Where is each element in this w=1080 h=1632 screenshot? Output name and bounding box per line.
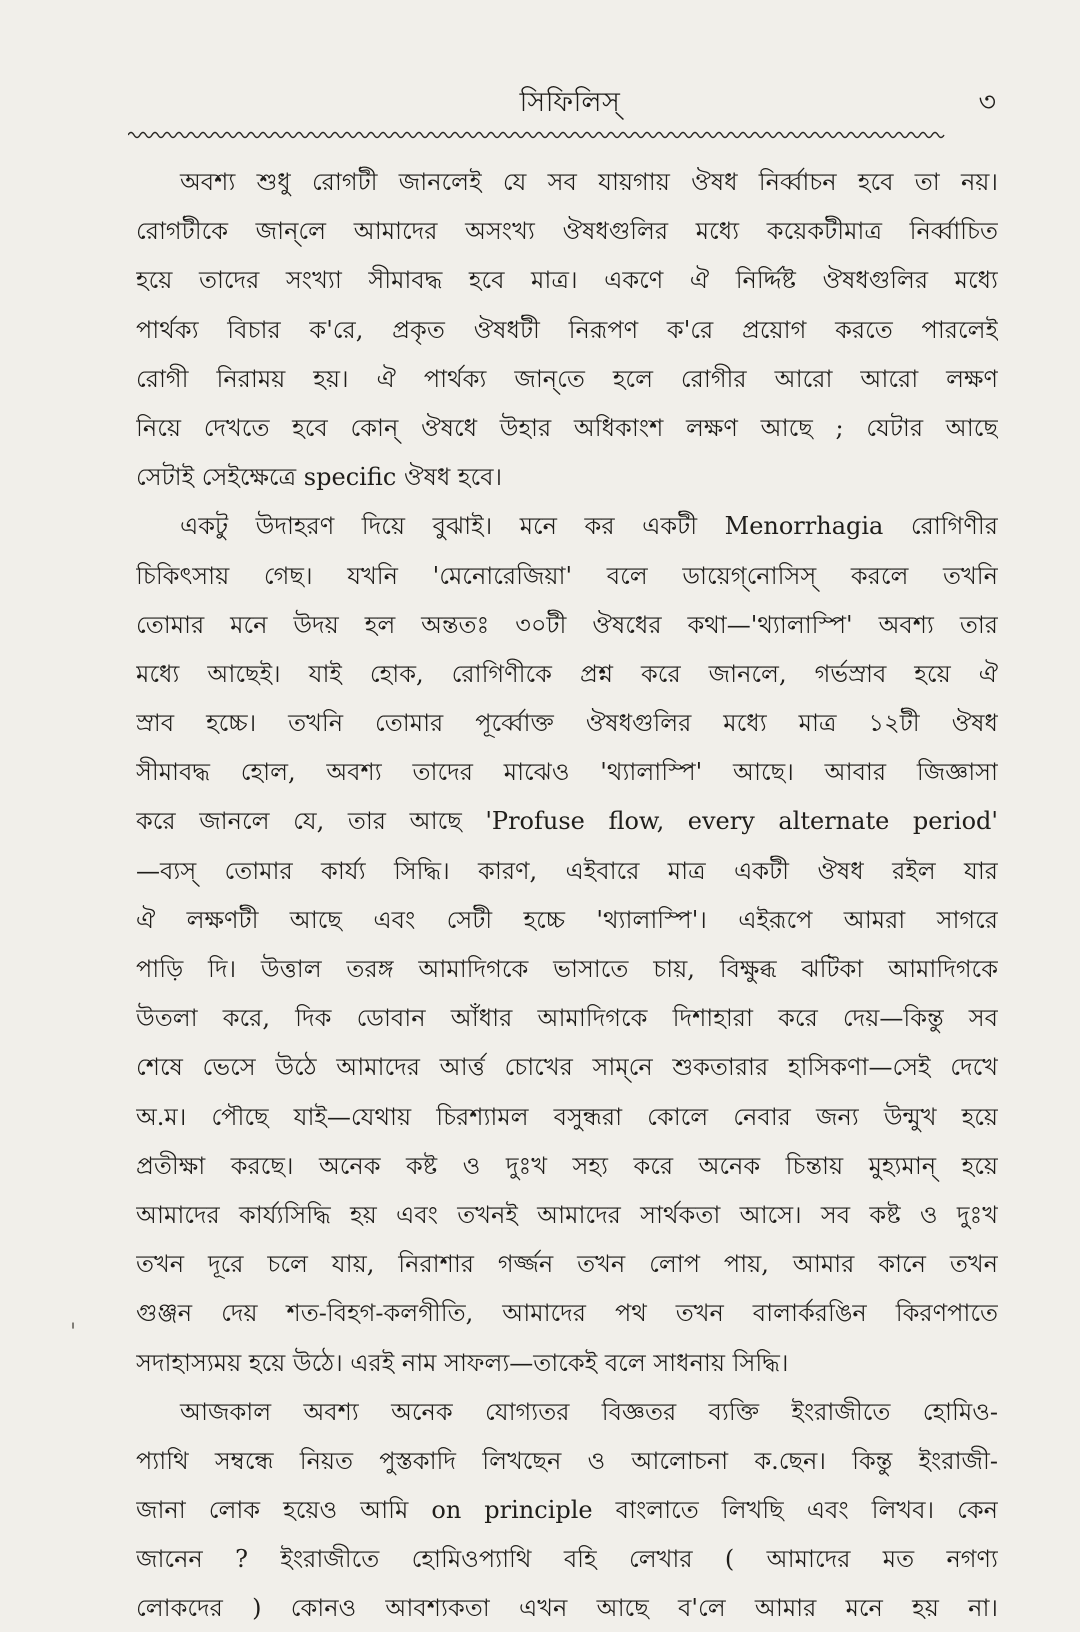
text-line: একটু উদাহরণ দিয়ে বুঝাই। মনে কর একটী Menorrhagia রোগিণীর (180, 512, 998, 541)
text-line: চিকিৎসায় গেছ। যখনি 'মেনোরেজিয়া' বলে ডায়েগ্‌নোসিস্ করলে তখনি (136, 561, 998, 590)
text-line: আমাদের কার্য্যসিদ্ধি হয় এবং তখনই আমাদের সার্থকতা আসে। সব কষ্ট ও দুঃখ (136, 1200, 998, 1229)
text-line: রোগী নিরাময় হয়। ঐ পার্থক্য জান্‌তে হলে রোগীর আরো আরো লক্ষণ (136, 364, 998, 393)
text-line: আজকাল অবশ্য অনেক যোগ্যতর বিজ্ঞতর ব্যক্তি ইংরাজীতে হোমিও- (180, 1397, 998, 1426)
text-line: অ.ম। পৌছে যাই—যেথায় চিরশ্যামল বসুন্ধরা কোলে নেবার জন্য উন্মুখ হয়ে (136, 1102, 998, 1131)
text-line: পাড়ি দি। উত্তাল তরঙ্গ আমাদিগকে ভাসাতে চায়, বিক্ষুব্ধ ঝটিকা আমাদিগকে (136, 955, 998, 983)
text-line: নিয়ে দেখতে হবে কোন্ ঔষধে উহার অধিকাংশ লক্ষণ আছে ; যেটার আছে (136, 413, 998, 442)
text-line: স্রাব হচ্চে। তখনি তোমার পূর্ব্বোক্ত ঔষধগুলির মধ্যে মাত্র ১২টী ঔষধ (136, 709, 998, 738)
text-line: জানা লোক হয়েও আমি on principle বাংলাতে লিখছি এবং লিখব। কেন (136, 1496, 998, 1525)
text-line: তখন দূরে চলে যায়, নিরাশার গর্জ্জন তখন লোপ পায়, আমার কানে তখন (136, 1250, 998, 1279)
text-line: শেষে ভেসে উঠে আমাদের আর্ত্ত চোখের সাম্‌নে শুকতারার হাসিকণা—সেই দেখে (136, 1053, 998, 1082)
page-number: ৩ (978, 87, 996, 118)
page-header (132, 86, 1008, 126)
paragraph-3 (136, 1388, 998, 1632)
header-rule (128, 128, 988, 142)
page-body (136, 158, 998, 1632)
text-line: সেটাই সেইক্ষেত্রে specific ঔষধ হবে। (136, 463, 503, 492)
text-line: সীমাবদ্ধ হোল, অবশ্য তাদের মাঝেও 'থ্যালাস্পি' আছে। আবার জিজ্ঞাসা (136, 758, 998, 787)
wavy-rule (128, 133, 944, 138)
text-line: —ব্যস্ তোমার কার্য্য সিদ্ধি। কারণ, এইবারে মাত্র একটী ঔষধ রইল যার (136, 856, 998, 885)
paragraph-1 (136, 158, 998, 502)
text-line: সদাহাস্যময় হয়ে উঠে। এরই নাম সাফল্য—তাকেই বলে সাধনায় সিদ্ধি। (136, 1348, 789, 1377)
text-line: গুঞ্জন দেয় শত-বিহগ-কলগীতি, আমাদের পথ তখন বালার্করঙিন কিরণপাতে (136, 1299, 998, 1328)
running-title: সিফিলিস্ (519, 87, 621, 118)
text-line: পার্থক্য বিচার ক'রে, প্রকৃত ঔষধটী নিরূপণ ক'রে প্রয়োগ করতে পারলেই (136, 315, 998, 344)
text-line: হয়ে তাদের সংখ্যা সীমাবদ্ধ হবে মাত্র। একণে ঐ নির্দ্দিষ্ট ঔষধগুলির মধ্যে (136, 266, 998, 295)
text-line: তোমার মনে উদয় হল অন্ততঃ ৩০টী ঔষধের কথা—'থ্যালাস্পি' অবশ্য তার (136, 610, 998, 639)
paragraph-2 (136, 502, 998, 1387)
text-line: ঐ লক্ষণটী আছে এবং সেটী হচ্চে 'থ্যালাস্পি'। এইরূপে আমরা সাগরে (136, 905, 998, 934)
text-line: লোকদের ) কোনও আবশ্যকতা এখন আছে ব'লে আমার মনে হয় না। (136, 1594, 998, 1623)
margin-mark: ' (70, 1320, 77, 1345)
text-line: জানেন ? ইংরাজীতে হোমিওপ্যাথি বহি লেখার ( আমাদের মত নগণ্য (136, 1545, 998, 1574)
text-line: মধ্যে আছেই। যাই হোক, রোগিণীকে প্রশ্ন করে জানলে, গর্ভস্রাব হয়ে ঐ (136, 659, 998, 688)
text-line: প্যাথি সম্বন্ধে নিয়ত পুস্তকাদি লিখছেন ও আলোচনা ক.ছেন। কিন্তু ইংরাজী- (136, 1446, 998, 1475)
text-line: উতলা করে, দিক ডোবান আঁধার আমাদিগকে দিশাহারা করে দেয়—কিন্তু সব (136, 1004, 998, 1033)
text-line: করে জানলে যে, তার আছে 'Profuse flow, every alternate period' (136, 807, 998, 836)
text-line: প্রতীক্ষা করছে। অনেক কষ্ট ও দুঃখ সহ্য করে অনেক চিন্তায় মুহ্যমান্ হয়ে (136, 1151, 998, 1180)
text-line: রোগটীকে জান্‌লে আমাদের অসংখ্য ঔষধগুলির মধ্যে কয়েকটীমাত্র নির্ব্বাচিত (136, 217, 998, 246)
text-line: অবশ্য শুধু রোগটী জানলেই যে সব যায়গায় ঔষধ নির্ব্বাচন হবে তা নয়। (180, 168, 998, 196)
